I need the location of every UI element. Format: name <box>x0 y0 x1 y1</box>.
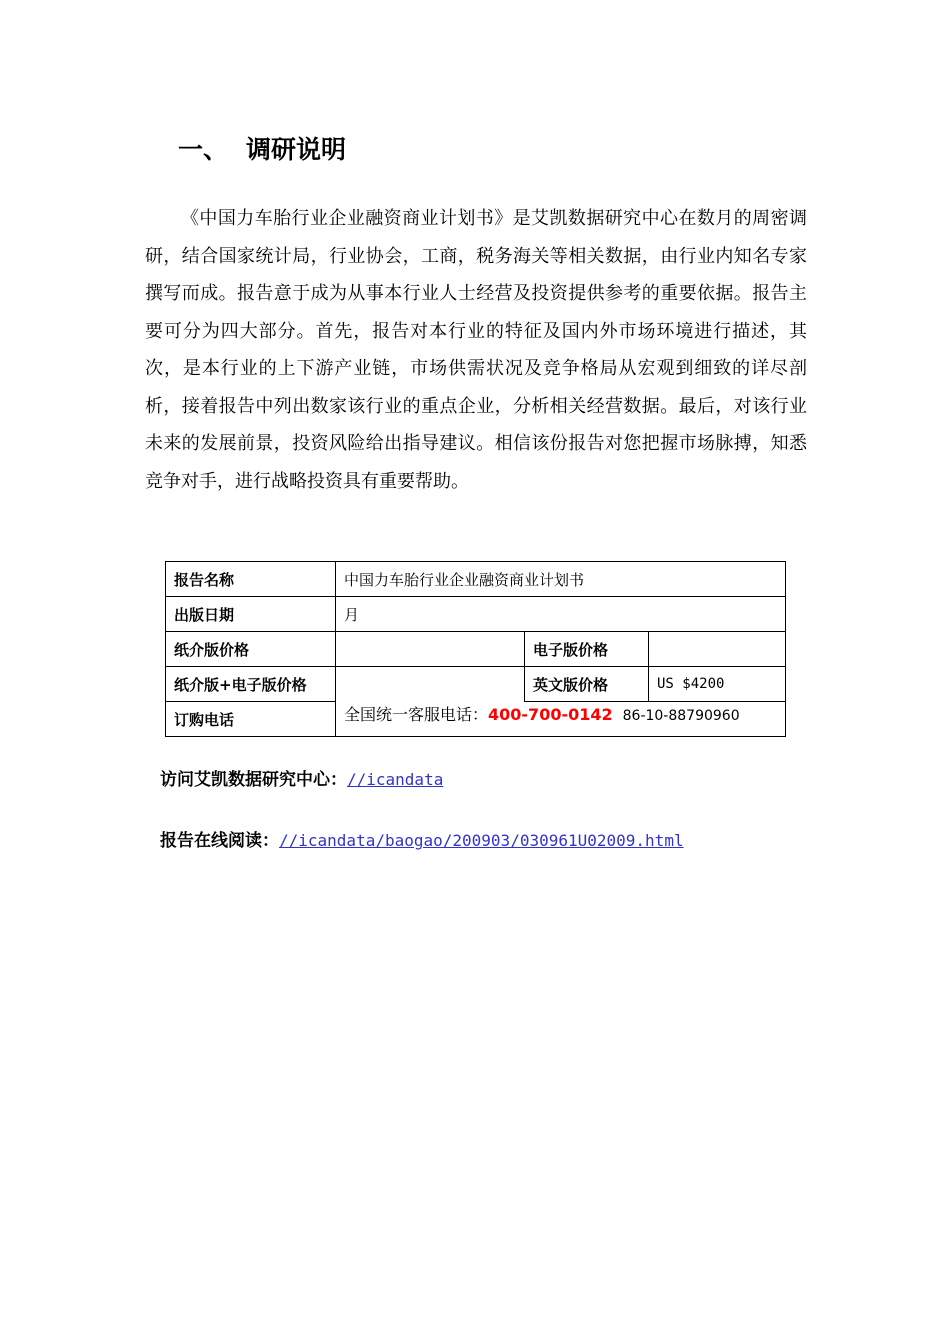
order-phone-value <box>336 702 786 737</box>
phone-main: 400-700-0142 <box>488 705 613 724</box>
table-row <box>166 597 786 632</box>
section-heading <box>178 130 346 166</box>
report-name-label: 报告名称 <box>166 562 336 597</box>
read-online-line <box>160 826 684 851</box>
phone-prefix: 全国统一客服电话： <box>344 705 489 724</box>
paper-price-value <box>336 632 525 667</box>
read-online-label: 报告在线阅读： <box>160 831 279 851</box>
table-row <box>166 667 786 702</box>
visit-label: 访问艾凯数据研究中心： <box>160 770 347 790</box>
phone-alt: 86-10-88790960 <box>622 708 740 724</box>
read-online-link[interactable]: //icandata/baogao/200903/030961U02009.html <box>279 831 684 850</box>
section-number: 一、 <box>178 135 229 164</box>
e-price-label: 电子版价格 <box>525 632 649 667</box>
en-price-value: US $4200 <box>649 667 786 702</box>
pub-date-label: 出版日期 <box>166 597 336 632</box>
combo-price-value <box>336 667 525 702</box>
report-name-value: 中国力车胎行业企业融资商业计划书 <box>336 562 786 597</box>
report-info-table <box>165 561 786 737</box>
visit-link[interactable]: //icandata <box>347 770 444 789</box>
visit-line <box>160 765 443 790</box>
section-title: 调研说明 <box>246 135 347 164</box>
table-row <box>166 562 786 597</box>
en-price-label: 英文版价格 <box>525 667 649 702</box>
table-row <box>166 702 786 737</box>
order-phone-label: 订购电话 <box>166 702 336 737</box>
pub-date-value: 月 <box>336 597 786 632</box>
phone-line <box>344 702 777 725</box>
paper-price-label: 纸介版价格 <box>166 632 336 667</box>
e-price-value <box>649 632 786 667</box>
table-row <box>166 632 786 667</box>
intro-paragraph: 《中国力车胎行业企业融资商业计划书》是艾凯数据研究中心在数月的周密调研，结合国家统计局，行业协会，工商，税务海关等相关数据，由行业内知名专家撰写而成。报告意于成为从事本行业人士经营及投资提供参考的重要依据。报告主要可分为四大部分。首先，报告对本行业的特征及国内外市场环境进行描述，其次，是本行业的上下游产业链，市场供需状况及竞争格局从宏观到细致的详尽剖析，接着报告中列出数家该行业的重点企业，分析相关经营数据。最后，对该行业未来的发展前景，投资风险给出指导建议。相信该份报告对您把握市场脉搏，知悉竞争对手，进行战略投资具有重要帮助。 <box>145 208 807 492</box>
combo-price-label: 纸介版+电子版价格 <box>166 667 336 702</box>
